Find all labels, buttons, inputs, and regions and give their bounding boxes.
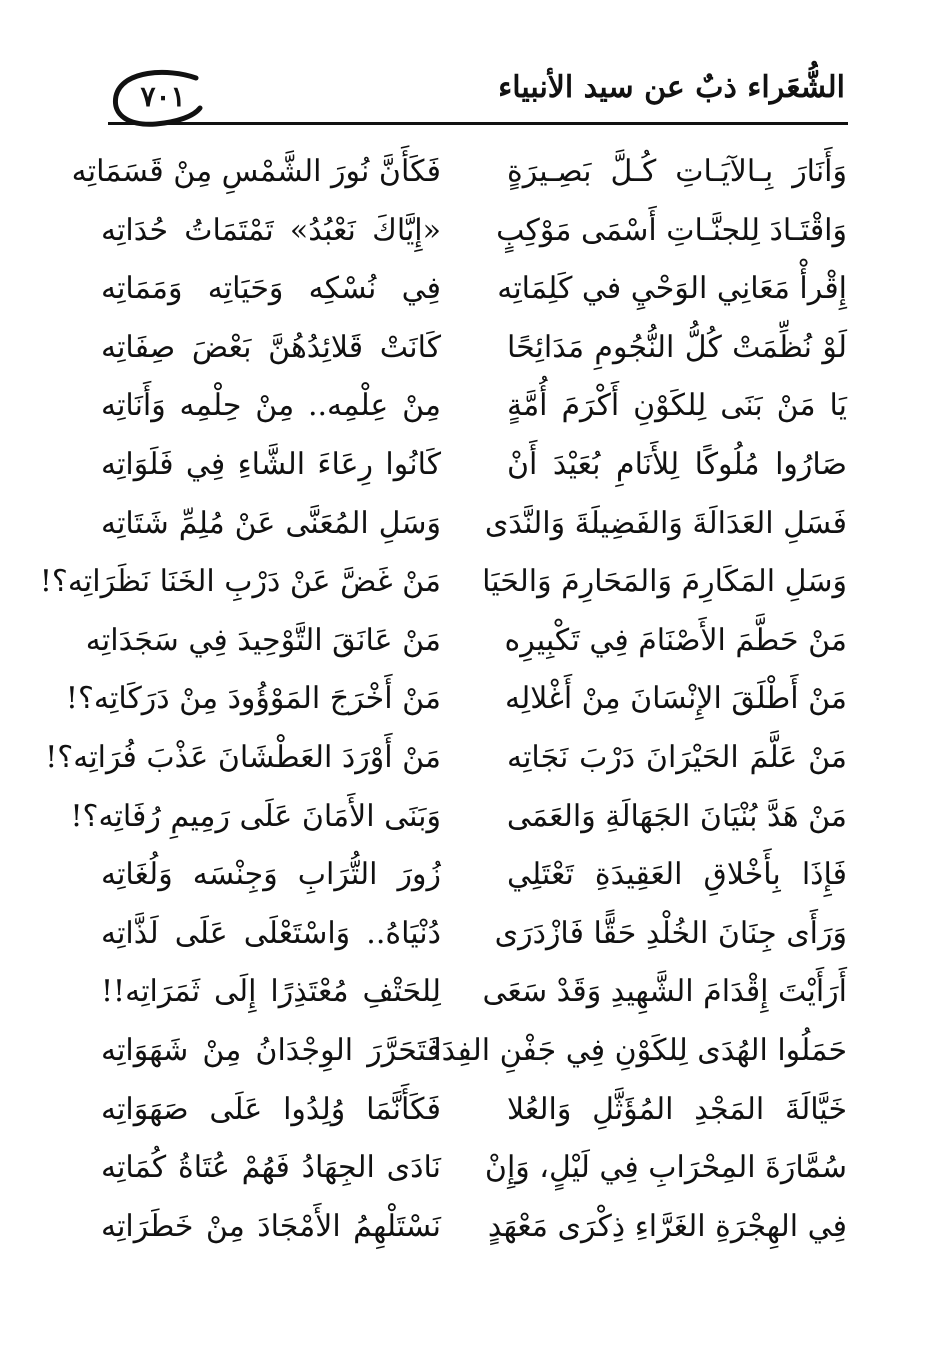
verse-right-18: سُمَّارَةَ المِحْرَابِ فِي لَيْلٍ، وَإِنْ — [484, 1150, 847, 1186]
verse-left-10: مَنْ أَخْرَجَ المَوْؤُودَ مِنْ دَرَكَاتِه؟! — [65, 681, 441, 717]
verse-left-1: فَكَأَنَّ نُورَ الشَّمْسِ مِنْ قَسَمَاتِه — [71, 154, 441, 189]
header-rule — [108, 122, 848, 125]
verse-left-19: نَسْتَلْهِمُ الأَمْجَادَ مِنْ خَطَرَاتِه — [101, 1208, 441, 1244]
verse-right-17: خَيَّالَةَ المَجْدِ المُؤَثَّلِ وَالعُلا — [507, 1091, 847, 1127]
verse-right-9: مَنْ حَطَّمَ الأَصْنَامَ فِي تَكْبِيرِه — [504, 622, 847, 658]
right-hemistich-column — [433, 143, 847, 1256]
verse-right-7: فَسَلِ العَدَالَةَ وَالفَضِيلَةَ وَالنَّدَى — [484, 505, 847, 541]
verse-right-12: مَنْ هَدَّ بُنْيَانَ الجَهَالَةِ وَالعَمَى — [506, 798, 847, 834]
verse-left-16: فَتَحَرَّرَ الوِجْدَانُ مِنْ شَهَوَاتِه — [101, 1032, 441, 1068]
verse-left-9: مَنْ عَانَقَ التَّوْحِيدَ فِي سَجَدَاتِه — [85, 622, 441, 658]
verse-right-11: مَنْ عَلَّمَ الحَيْرَانَ دَرْبَ نَجَاتِه — [507, 739, 847, 775]
page-number: ٧٠١ — [140, 80, 186, 113]
verse-left-17: فَكَأَنَّمَا وُلِدُوا عَلَى صَهَوَاتِه — [101, 1091, 441, 1127]
verse-right-16: حَمَلُوا الهُدَى لِلكَوْنِ فِي جَفْنِ الفِدَا — [433, 1032, 847, 1068]
left-hemistich-column — [39, 143, 441, 1256]
verse-left-2: «إِيَّاكَ نَعْبُدُ» تَمْتَمَاتُ حُدَاتِه — [101, 212, 441, 248]
verse-right-8: وَسَلِ المَكَارِمَ وَالمَحَارِمَ وَالحَيَا — [482, 564, 847, 600]
verse-left-4: كَانَتْ قَلائِدُهُنَّ بَعْضَ صِفَاتِه — [101, 329, 441, 365]
verse-right-10: مَنْ أَطْلَقَ الإِنْسَانَ مِنْ أَغْلالِه — [505, 681, 847, 717]
verse-left-8: مَنْ غَضَّ عَنْ دَرْبِ الخَنَا نَظَرَاتِه؟! — [39, 564, 441, 600]
verse-left-11: مَنْ أَوْرَدَ العَطْشَانَ عَذْبَ فُرَاتِه؟! — [45, 739, 441, 775]
verse-right-2: وَاقْتَـادَ لِلجنَّـاتِ أَسْمَى مَوْكِبٍ — [496, 212, 847, 248]
verse-left-5: مِنْ عِلْمِه.. مِنْ حِلْمِه وَأَنَاتِه — [101, 388, 441, 424]
verse-left-3: فِي نُسْكِه وَحَيَاتِه وَمَمَاتِه — [101, 271, 441, 307]
verse-left-13: زُورَ التُّرَابِ وَجِنْسَه وَلُغَاتِه — [101, 857, 441, 893]
verse-left-15: لِلحَتْفِ مُعْتَذِرًا إِلَى ثَمَرَاتِه!! — [101, 974, 441, 1010]
verse-right-15: أَرَأَيْتَ إِقْدَامَ الشَّهِيدِ وَقَدْ سَعَى — [482, 974, 847, 1010]
page-number-badge — [108, 70, 204, 128]
verse-left-7: وَسَلِ المُعَنَّى عَنْ مُلِمِّ شَتَاتِه — [101, 505, 441, 541]
verse-right-1: وَأَنَارَ بِـالآيَـاتِ كُـلَّ بَصِـيرَةٍ — [507, 154, 847, 189]
verse-right-5: يَا مَنْ بَنَى لِلكَوْنِ أَكْرَمَ أُمَّةٍ — [507, 388, 847, 424]
verse-left-14: دُنْيَاهُ.. وَاسْتَعْلَى عَلَى لَذَّاتِه — [101, 915, 441, 951]
verse-right-13: فَإِذَا بِأَخْلاقِ العَقِيدَةِ تَعْتَلِي — [507, 857, 847, 893]
verse-right-6: صَارُوا مُلُوكًا لِلأَنَامِ بُعَيْدَ أَنْ — [507, 446, 847, 482]
verse-left-12: وَبَنَى الأَمَانَ عَلَى رَمِيمِ رُفَاتِه؟! — [70, 798, 441, 834]
verse-left-18: نَادَى الجِهَادُ فَهُمْ عُتَاةُ كُمَاتِه — [101, 1150, 441, 1186]
verse-right-3: إِقْرأْ مَعَانِي الوَحْيِ في كَلِمَاتِه — [497, 271, 847, 307]
verse-left-6: كَانُوا رِعَاءَ الشَّاءِ فِي فَلَوَاتِه — [101, 446, 441, 482]
verse-right-19: فِي الهِجْرَةِ الغَرَّاءِ ذِكْرَى مَعْهَدٍ — [487, 1208, 847, 1244]
verse-right-14: وَرَأَى جِنَانَ الخُلْدِ حَقًّا فَازْدَرَى — [494, 915, 847, 951]
running-title: الشُّعَراء ذبٌ عن سيد الأنبياء — [498, 70, 845, 105]
verse-right-4: لَوْ نُظِّمَتْ كُلُّ النُّجُومِ مَدَائِحًا — [507, 329, 847, 365]
